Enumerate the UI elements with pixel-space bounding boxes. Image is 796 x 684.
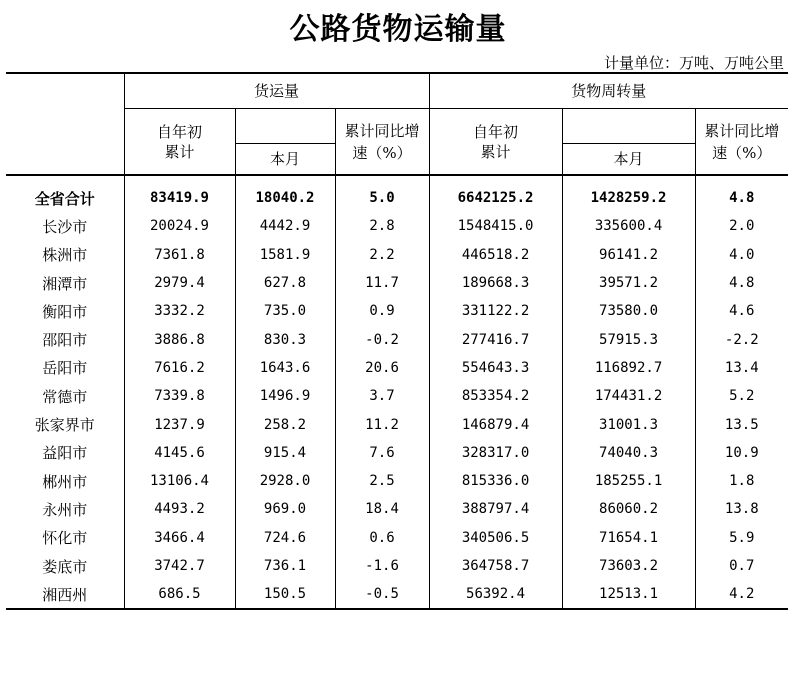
turnover-yoy-cell: 4.0 — [695, 241, 788, 269]
freight-yoy-label: 累计同比增 速（%） — [344, 121, 420, 162]
table-row — [6, 524, 788, 552]
turnover-ytd-cell: 6642125.2 — [429, 175, 562, 212]
turnover-ytd-cell: 277416.7 — [429, 325, 562, 353]
turnover-ytd-cell: 1548415.0 — [429, 212, 562, 240]
freight-yoy-cell: -1.6 — [335, 552, 429, 580]
freight-ytd-cell: 3332.2 — [124, 297, 235, 325]
freight-yoy-cell: 18.4 — [335, 495, 429, 523]
freight-yoy-cell: 2.8 — [335, 212, 429, 240]
table-row — [6, 269, 788, 297]
freight-month-cell: 735.0 — [235, 297, 335, 325]
turnover-month-cell: 71654.1 — [562, 524, 695, 552]
region-cell: 永州市 — [6, 495, 124, 523]
freight-month-cell: 627.8 — [235, 269, 335, 297]
freight-yoy-cell: -0.2 — [335, 325, 429, 353]
turnover-yoy-cell: 5.9 — [695, 524, 788, 552]
table-row — [6, 175, 788, 212]
freight-ytd-cell: 3742.7 — [124, 552, 235, 580]
freight-yoy-cell: 5.0 — [335, 175, 429, 212]
turnover-yoy-cell: 4.8 — [695, 269, 788, 297]
turnover-yoy-cell: 4.8 — [695, 175, 788, 212]
freight-yoy-cell: 0.9 — [335, 297, 429, 325]
freight-yoy-cell: 2.2 — [335, 241, 429, 269]
turnover-yoy-cell: 0.7 — [695, 552, 788, 580]
freight-yoy-cell: -0.5 — [335, 580, 429, 609]
freight-ytd-cell: 4145.6 — [124, 439, 235, 467]
turnover-month-cell: 86060.2 — [562, 495, 695, 523]
turnover-month-cell: 1428259.2 — [562, 175, 695, 212]
freight-ytd-cell: 7339.8 — [124, 382, 235, 410]
freight-ytd-cell: 2979.4 — [124, 269, 235, 297]
region-cell: 益阳市 — [6, 439, 124, 467]
region-cell: 湘潭市 — [6, 269, 124, 297]
freight-yoy-cell: 11.2 — [335, 410, 429, 438]
region-cell: 长沙市 — [6, 212, 124, 240]
region-cell: 怀化市 — [6, 524, 124, 552]
turnover-month-cell: 57915.3 — [562, 325, 695, 353]
turnover-ytd-cell: 815336.0 — [429, 467, 562, 495]
turnover-yoy-label: 累计同比增 速（%） — [704, 121, 780, 162]
turnover-month-cell: 185255.1 — [562, 467, 695, 495]
freight-yoy-cell: 7.6 — [335, 439, 429, 467]
region-cell: 湘西州 — [6, 580, 124, 609]
freight-turnover-header: 货物周转量 — [429, 73, 788, 109]
freight-month-cell: 4442.9 — [235, 212, 335, 240]
freight-ytd-cell: 1237.9 — [124, 410, 235, 438]
freight-ytd-cell: 7616.2 — [124, 354, 235, 382]
turnover-yoy-cell: 4.2 — [695, 580, 788, 609]
turnover-yoy-header — [695, 109, 788, 176]
turnover-month-cell: 174431.2 — [562, 382, 695, 410]
table-row — [6, 580, 788, 609]
freight-month-cell: 1643.6 — [235, 354, 335, 382]
freight-volume-header: 货运量 — [124, 73, 429, 109]
freight-month-cell: 2928.0 — [235, 467, 335, 495]
region-cell: 株洲市 — [6, 241, 124, 269]
region-cell: 张家界市 — [6, 410, 124, 438]
turnover-month-cell: 12513.1 — [562, 580, 695, 609]
freight-month-cell: 258.2 — [235, 410, 335, 438]
turnover-ytd-cell: 189668.3 — [429, 269, 562, 297]
region-cell: 岳阳市 — [6, 354, 124, 382]
turnover-month-spacer — [562, 109, 695, 144]
freight-month-cell: 969.0 — [235, 495, 335, 523]
turnover-yoy-cell: 10.9 — [695, 439, 788, 467]
freight-table — [6, 72, 788, 610]
table-row — [6, 552, 788, 580]
region-cell: 郴州市 — [6, 467, 124, 495]
freight-ytd-cell: 83419.9 — [124, 175, 235, 212]
freight-ytd-cell: 3466.4 — [124, 524, 235, 552]
freight-ytd-cell: 7361.8 — [124, 241, 235, 269]
table-row — [6, 212, 788, 240]
turnover-yoy-cell: 13.4 — [695, 354, 788, 382]
turnover-month-cell: 74040.3 — [562, 439, 695, 467]
freight-month-cell: 18040.2 — [235, 175, 335, 212]
freight-month-cell: 724.6 — [235, 524, 335, 552]
freight-yoy-cell: 0.6 — [335, 524, 429, 552]
table-row — [6, 297, 788, 325]
table-row — [6, 325, 788, 353]
turnover-ytd-cell: 146879.4 — [429, 410, 562, 438]
table-row — [6, 241, 788, 269]
turnover-ytd-cell: 364758.7 — [429, 552, 562, 580]
table-body — [6, 175, 788, 609]
turnover-month-cell: 31001.3 — [562, 410, 695, 438]
turnover-yoy-cell: 13.8 — [695, 495, 788, 523]
freight-ytd-cell: 3886.8 — [124, 325, 235, 353]
unit-note: 计量单位：万吨、万吨公里 — [603, 54, 784, 72]
region-cell: 衡阳市 — [6, 297, 124, 325]
table-row — [6, 439, 788, 467]
turnover-month-cell: 73603.2 — [562, 552, 695, 580]
freight-ytd-cell: 686.5 — [124, 580, 235, 609]
turnover-month-cell: 335600.4 — [562, 212, 695, 240]
freight-month-cell: 915.4 — [235, 439, 335, 467]
freight-yoy-header — [335, 109, 429, 176]
region-cell: 全省合计 — [6, 175, 124, 212]
region-header — [6, 73, 124, 175]
freight-ytd-cell: 4493.2 — [124, 495, 235, 523]
freight-ytd-cell: 13106.4 — [124, 467, 235, 495]
freight-yoy-cell: 20.6 — [335, 354, 429, 382]
freight-month-cell: 736.1 — [235, 552, 335, 580]
freight-ytd-cell: 20024.9 — [124, 212, 235, 240]
turnover-ytd-cell: 554643.3 — [429, 354, 562, 382]
table-row — [6, 410, 788, 438]
region-cell: 邵阳市 — [6, 325, 124, 353]
freight-ytd-label: 自年初 累计 — [156, 122, 202, 161]
table-row — [6, 467, 788, 495]
turnover-yoy-cell: -2.2 — [695, 325, 788, 353]
freight-month-cell: 150.5 — [235, 580, 335, 609]
freight-month-cell: 830.3 — [235, 325, 335, 353]
turnover-yoy-cell: 13.5 — [695, 410, 788, 438]
region-cell: 常德市 — [6, 382, 124, 410]
turnover-ytd-cell: 328317.0 — [429, 439, 562, 467]
region-cell: 娄底市 — [6, 552, 124, 580]
turnover-yoy-cell: 4.6 — [695, 297, 788, 325]
freight-month-cell: 1496.9 — [235, 382, 335, 410]
table-row — [6, 354, 788, 382]
turnover-ytd-header — [429, 109, 562, 176]
turnover-month-cell: 116892.7 — [562, 354, 695, 382]
turnover-yoy-cell: 2.0 — [695, 212, 788, 240]
turnover-yoy-cell: 5.2 — [695, 382, 788, 410]
freight-ytd-header — [124, 109, 235, 176]
table-row — [6, 495, 788, 523]
freight-yoy-cell: 11.7 — [335, 269, 429, 297]
turnover-month-cell: 73580.0 — [562, 297, 695, 325]
turnover-month-cell: 96141.2 — [562, 241, 695, 269]
freight-yoy-cell: 3.7 — [335, 382, 429, 410]
turnover-ytd-cell: 446518.2 — [429, 241, 562, 269]
turnover-yoy-cell: 1.8 — [695, 467, 788, 495]
freight-month-header: 本月 — [235, 144, 335, 176]
turnover-month-cell: 39571.2 — [562, 269, 695, 297]
table-row — [6, 382, 788, 410]
turnover-ytd-cell: 340506.5 — [429, 524, 562, 552]
freight-month-spacer — [235, 109, 335, 144]
turnover-ytd-label: 自年初 累计 — [473, 122, 519, 161]
turnover-ytd-cell: 56392.4 — [429, 580, 562, 609]
turnover-ytd-cell: 853354.2 — [429, 382, 562, 410]
turnover-ytd-cell: 388797.4 — [429, 495, 562, 523]
page-title: 公路货物运输量 — [289, 12, 507, 47]
freight-month-cell: 1581.9 — [235, 241, 335, 269]
turnover-month-header: 本月 — [562, 144, 695, 176]
turnover-ytd-cell: 331122.2 — [429, 297, 562, 325]
freight-yoy-cell: 2.5 — [335, 467, 429, 495]
